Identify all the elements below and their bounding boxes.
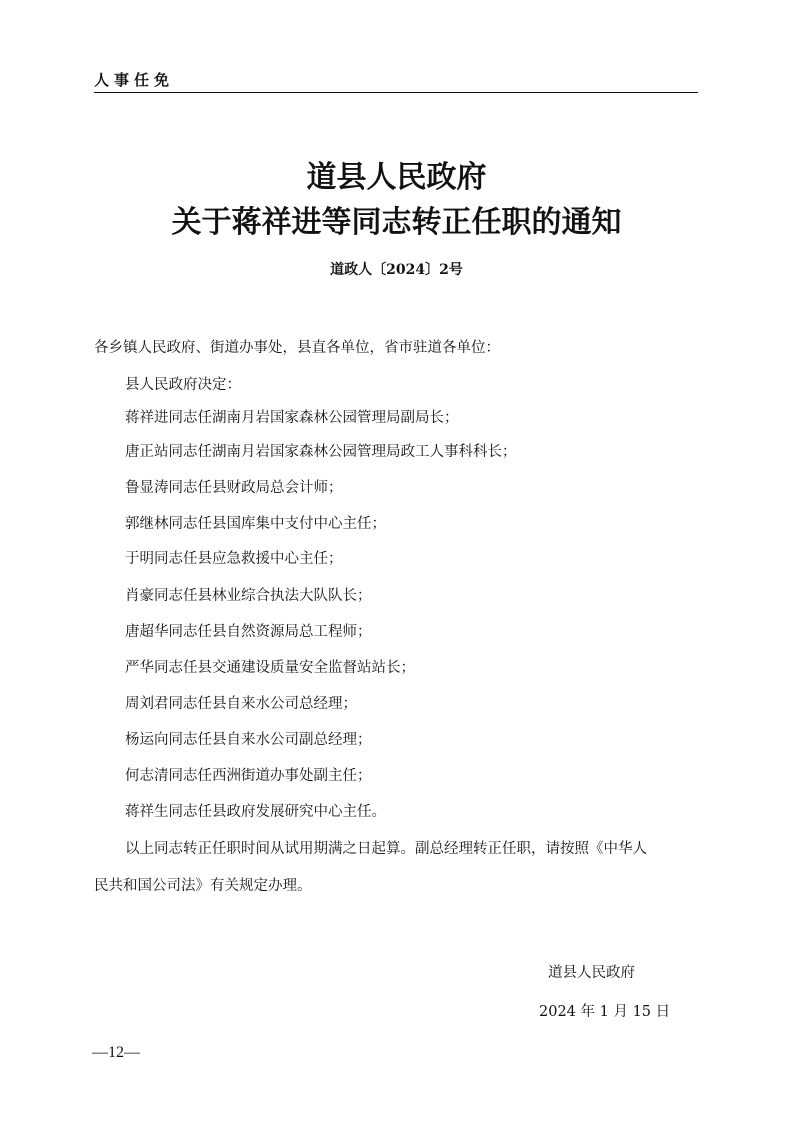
appointment-item: 何志清同志任西洲街道办事处副主任； (125, 768, 372, 784)
appointment-item: 于明同志任县应急救援中心主任； (125, 551, 343, 567)
closing-paragraph-line-1: 以上同志转正任职时间从试用期满之日起算。副总经理转正任职，请按照《中华人 (125, 841, 647, 857)
decision-intro: 县人民政府决定： (125, 377, 241, 393)
appointment-item: 周刘君同志任县自来水公司总经理； (125, 696, 357, 712)
appointment-item: 蒋祥进同志任湖南月岩国家森林公园管理局副局长； (125, 410, 459, 426)
issue-date: 2024 年 1 月 15 日 (539, 1004, 671, 1020)
appointment-item: 郭继林同志任县国库集中支付中心主任； (125, 516, 386, 532)
appointment-item: 肖豪同志任县林业综合执法大队队长； (125, 588, 372, 604)
issuing-authority: 道县人民政府 (548, 965, 635, 981)
appointment-item: 严华同志任县交通建设质量安全监督站站长； (125, 660, 415, 676)
appointment-item: 蒋祥生同志任县政府发展研究中心主任。 (125, 804, 386, 820)
document-title-line-1: 道县人民政府 (306, 160, 487, 195)
salutation: 各乡镇人民政府、街道办事处，县直各单位，省市驻道各单位： (94, 340, 500, 356)
appointment-item: 杨运向同志任县自来水公司副总经理； (125, 732, 372, 748)
document-title-line-2: 关于蒋祥进等同志转正任职的通知 (171, 205, 622, 240)
document-number: 道政人〔2024〕2号 (330, 262, 463, 278)
page-number: —12— (92, 1044, 140, 1061)
appointment-item: 唐超华同志任县自然资源局总工程师； (125, 624, 372, 640)
header-divider (94, 92, 698, 93)
section-header: 人事任免 (94, 71, 175, 89)
closing-paragraph-line-2: 民共和国公司法》有关规定办理。 (94, 878, 312, 894)
appointment-item: 唐正站同志任湖南月岩国家森林公园管理局政工人事科科长； (125, 444, 517, 460)
appointment-item: 鲁显涛同志任县财政局总会计师； (125, 480, 343, 496)
